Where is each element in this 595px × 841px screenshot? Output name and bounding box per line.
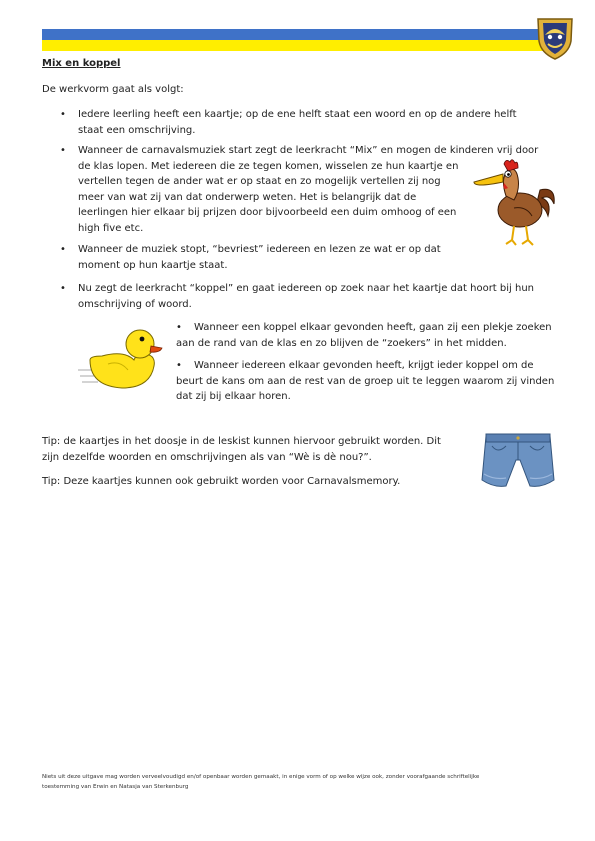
rooster-icon [470, 158, 560, 248]
bullet-marker: • [60, 109, 66, 120]
bullet-marker: • [176, 360, 182, 371]
bullet-text-4: Nu zegt de leerkracht “koppel” en gaat iedereen op zoek naar het kaartje dat hoort bij hun omschrijving of woord. [78, 283, 534, 310]
bullet-marker: • [60, 145, 66, 156]
footer-copyright: Niets uit deze uitgave mag worden verveelvoudigd en/of openbaar worden gemaakt, in enige vorm of op welke wijze ook, zonder voorafgaande schriftelijke toestemming van Erwin en Natasja van Sterkenburg [42, 774, 480, 790]
header-band-blue [42, 29, 554, 40]
tip-1: Tip: de kaartjes in het doosje in de leskist kunnen hiervoor gebruikt worden. Dit zijn dezelfde woorden en omschrijvingen als van “Wè is dè nou?”. [42, 436, 441, 463]
jeans-shorts-icon [478, 430, 558, 496]
bullet-marker: • [60, 244, 66, 255]
intro-text: De werkvorm gaat als volgt: [42, 84, 184, 95]
header-band-yellow [42, 40, 554, 51]
bullet-marker: • [176, 322, 182, 333]
page-title: Mix en koppel [42, 58, 121, 69]
bullet-text-3: Wanneer de muziek stopt, “bevriest” iedereen en lezen ze wat er op dat moment op hun kaartje staat. [78, 244, 441, 271]
sub-bullet-text-2: Wanneer iedereen elkaar gevonden heeft, krijgt ieder koppel om de beurt de kans om aan de rest van de groep uit te leggen waarom zij vinden dat zij bij elkaar horen. [176, 360, 555, 402]
bullet-marker: • [60, 283, 66, 294]
tip-2: Tip: Deze kaartjes kunnen ook gebruikt worden voor Carnavalsmemory. [42, 476, 401, 487]
bullet-text-1: Iedere leerling heeft een kaartje; op de ene helft staat een woord en op de andere helft staat een omschrijving. [78, 109, 517, 136]
duck-icon [76, 320, 166, 392]
bullet-text-2: Wanneer de carnavalsmuziek start zegt de leerkracht “Mix” en mogen de kinderen vrij door de klas lopen. Met iedereen die ze tegen komen, wisselen ze hun kaartje en vertellen tegen de ander wat er op staat en zo mogelijk vertellen zij nog meer van wat zij van dat onderwerp weten. Het is belangrijk dat de leerlingen hier elkaar bij prijzen door bijvoorbeeld een duim omhoog of een high five etc. [78, 145, 539, 234]
sub-bullet-text-1: Wanneer een koppel elkaar gevonden heeft, gaan zij een plekje zoeken aan de rand van de klas en zo blijven de “zoekers” in het midden. [176, 322, 552, 349]
carnival-crest-icon [535, 15, 575, 61]
